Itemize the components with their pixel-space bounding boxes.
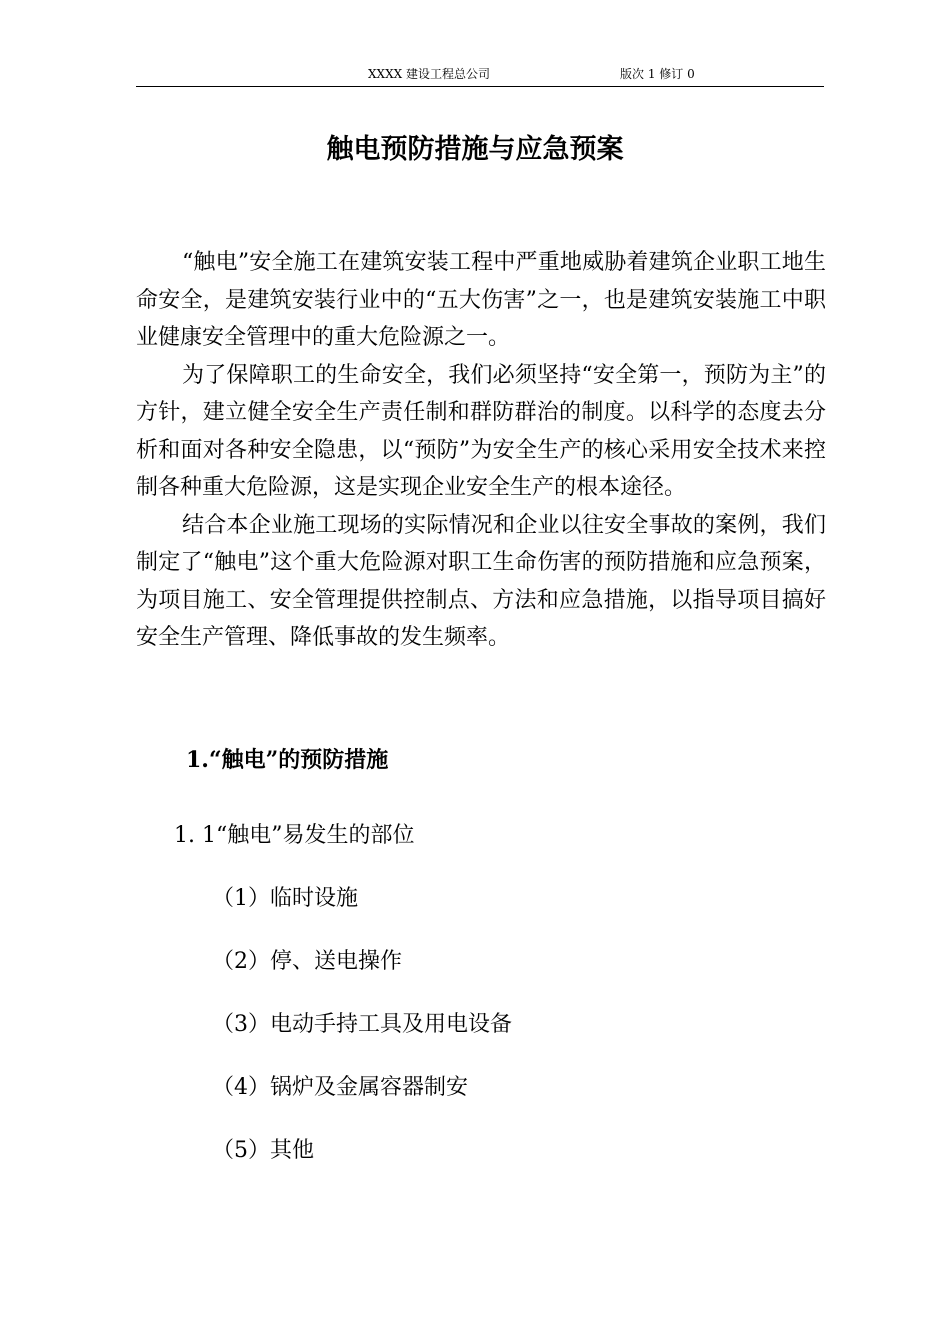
intro-paragraph: 为了保障职工的生命安全，我们必须坚持“安全第一，预防为主”的方针，建立健全安全生产责任制和群防群治的制度。以科学的态度去分析和面对各种安全隐患，以“预防”为安全生产的核心采用安全技术来控制各种重大危险源，这是实现企业安全生产的根本途径。 <box>136 362 826 500</box>
header-company-name: XXXX 建设工程总公司 <box>368 67 490 81</box>
subsection-heading-locations: 1. 1“触电”易发生的部位 <box>174 823 415 848</box>
intro-text <box>136 244 826 657</box>
list-item: （4）锅炉及金属容器制安 <box>212 1075 468 1100</box>
section-heading-prevention: 1.“触电”的预防措施 <box>186 747 389 773</box>
document-title: 触电预防措施与应急预案 <box>326 134 624 165</box>
list-item: （1）临时设施 <box>212 886 358 911</box>
header-version-info: 版次 1 修订 0 <box>620 67 695 81</box>
page-header <box>136 64 824 87</box>
intro-paragraph: “触电”安全施工在建筑安装工程中严重地威胁着建筑企业职工地生命安全，是建筑安装行业中的“五大伤害”之一，也是建筑安装施工中职业健康安全管理中的重大危险源之一。 <box>136 250 826 350</box>
list-item: （5）其他 <box>212 1138 314 1163</box>
intro-paragraph: 结合本企业施工现场的实际情况和企业以往安全事故的案例，我们制定了“触电”这个重大危险源对职工生命伤害的预防措施和应急预案，为项目施工、安全管理提供控制点、方法和应急措施，以指导项目搞好安全生产管理、降低事故的发生频率。 <box>136 512 826 650</box>
list-item: （2）停、送电操作 <box>212 949 402 974</box>
list-item: （3）电动手持工具及用电设备 <box>212 1012 512 1037</box>
